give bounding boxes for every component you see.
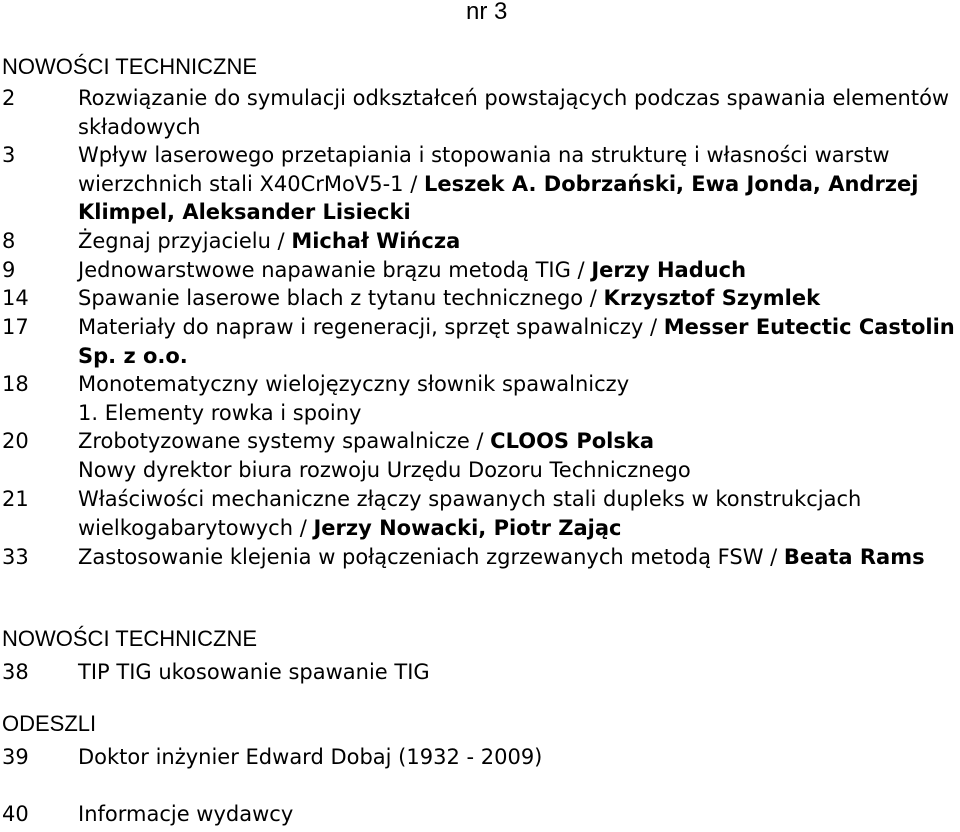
article-title: TIP TIG ukosowanie spawanie TIG (78, 660, 430, 684)
article-authors: CLOOS Polska (490, 429, 655, 453)
page-number: 9 (2, 258, 16, 282)
page-number: 17 (2, 315, 29, 339)
article-authors: Jerzy Haduch (591, 258, 747, 282)
page-number: 33 (2, 545, 29, 569)
section-heading-news: NOWOŚCI TECHNICZNE (2, 54, 258, 79)
article-title: Monotematyczny wielojęzyczny słownik spawalniczy (78, 372, 630, 396)
article-authors: Messer Eutectic Castolin Sp. z o.o. (78, 315, 955, 368)
article-line (78, 227, 958, 256)
article-title: Zastosowanie klejenia w połączeniach zgrzewanych metodą FSW / (78, 545, 784, 569)
article-authors: Michał Wińcza (291, 229, 461, 253)
article-authors: Leszek A. Dobrzański, Ewa Jonda, Andrzej Klimpel, Aleksander Lisiecki (78, 171, 919, 224)
section-heading-news: NOWOŚCI TECHNICZNE (2, 626, 258, 651)
article-line (78, 313, 958, 370)
page-number: 14 (2, 286, 29, 310)
article-title: Jednowarstwowe napawanie brązu metodą TIG / (78, 258, 592, 282)
article-title: Wpływ laserowego przetapiania i stopowania na strukturę i własności warstw wierzchnich stali X40CrMoV5-1 / (78, 143, 890, 196)
article-authors: Jerzy Nowacki, Piotr Zając (313, 515, 622, 540)
article-title: Zrobotyzowane systemy spawalnicze / (78, 429, 491, 453)
article-title: Materiały do napraw i regeneracji, sprzęt spawalniczy / (78, 315, 664, 339)
page-number: 8 (2, 229, 16, 253)
page-number: 39 (2, 745, 29, 769)
article-authors: Krzysztof Szymlek (603, 286, 821, 310)
section-heading-obituaries: ODESZLI (2, 711, 97, 736)
page-number: 40 (2, 802, 29, 826)
article-line (78, 427, 958, 456)
article-line (78, 256, 958, 285)
article-subtitle: Nowy dyrektor biura rozwoju Urzędu Dozoru Technicznego (78, 457, 691, 482)
article-title: Spawanie laserowe blach z tytanu technicznego / (78, 286, 604, 310)
article-line (78, 284, 958, 313)
article-title: Informacje wydawcy (78, 802, 294, 826)
article-title: Rozwiązanie do symulacji odkształceń powstających podczas spawania elementów składowych (78, 86, 950, 139)
article-line (78, 141, 958, 227)
article-line (78, 543, 958, 572)
page-number: 2 (2, 86, 16, 110)
article-authors: Beata Rams (783, 545, 925, 569)
article-line (78, 485, 958, 542)
page-number: 21 (2, 487, 29, 511)
page-number: 20 (2, 429, 29, 453)
article-title: Żegnaj przyjacielu / (78, 229, 292, 253)
issue-number: nr 3 (466, 0, 508, 25)
page-number: 38 (2, 660, 29, 684)
page-number: 3 (2, 143, 16, 167)
article-subtitle: 1. Elementy rowka i spoiny (78, 400, 362, 425)
article-title: Właściwości mechaniczne złączy spawanych stali dupleks w konstrukcjach wielkogabarytowych / (78, 487, 862, 540)
article-title: Doktor inżynier Edward Dobaj (1932 - 2009) (78, 745, 543, 769)
page-number: 18 (2, 372, 29, 396)
